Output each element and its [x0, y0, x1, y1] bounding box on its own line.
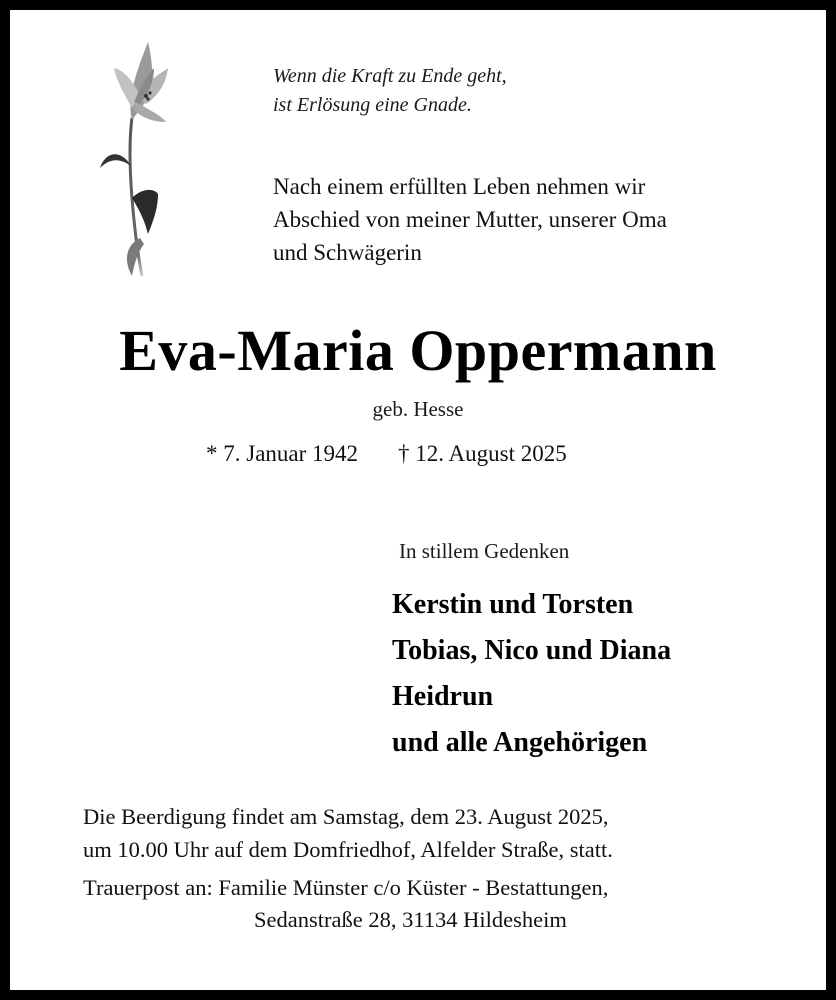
condolence-street: Sedanstraße 28, 31134 Hildesheim — [254, 907, 567, 932]
lily-flower-icon — [88, 38, 168, 278]
mourner-item: Kerstin und Torsten — [392, 589, 634, 620]
motto-line: Wenn die Kraft zu Ende geht, — [273, 65, 507, 87]
intro-line: Nach einem erfüllten Leben nehmen wir — [273, 174, 646, 199]
condolence-address — [83, 872, 608, 936]
condolence-line: Trauerpost an: Familie Münster c/o Küster - Bestattungen, — [83, 875, 609, 900]
motto-line: ist Erlösung eine Gnade. — [273, 94, 472, 116]
intro-text — [273, 170, 667, 269]
mourner-item: Tobias, Nico und Diana — [392, 635, 672, 666]
mourner-item: Heidrun — [392, 681, 494, 712]
burial-info — [83, 800, 613, 866]
burial-line: um 10.00 Uhr auf dem Domfriedhof, Alfelder Straße, statt. — [83, 837, 613, 862]
intro-line: und Schwägerin — [273, 240, 422, 265]
mourners-list — [392, 582, 671, 766]
mourner-item: und alle Angehörigen — [392, 727, 648, 758]
birth-date: * 7. Januar 1942 — [206, 441, 359, 466]
motto-verse — [273, 62, 507, 120]
maiden-name: geb. Hesse — [372, 397, 464, 421]
intro-line: Abschied von meiner Mutter, unserer Oma — [273, 207, 667, 232]
memory-label: In stillem Gedenken — [399, 539, 570, 563]
death-date: † 12. August 2025 — [398, 441, 567, 466]
obituary-notice — [10, 10, 826, 990]
deceased-name: Eva-Maria Oppermann — [119, 318, 717, 383]
life-dates — [206, 438, 567, 470]
burial-line: Die Beerdigung findet am Samstag, dem 23. August 2025, — [83, 804, 609, 829]
